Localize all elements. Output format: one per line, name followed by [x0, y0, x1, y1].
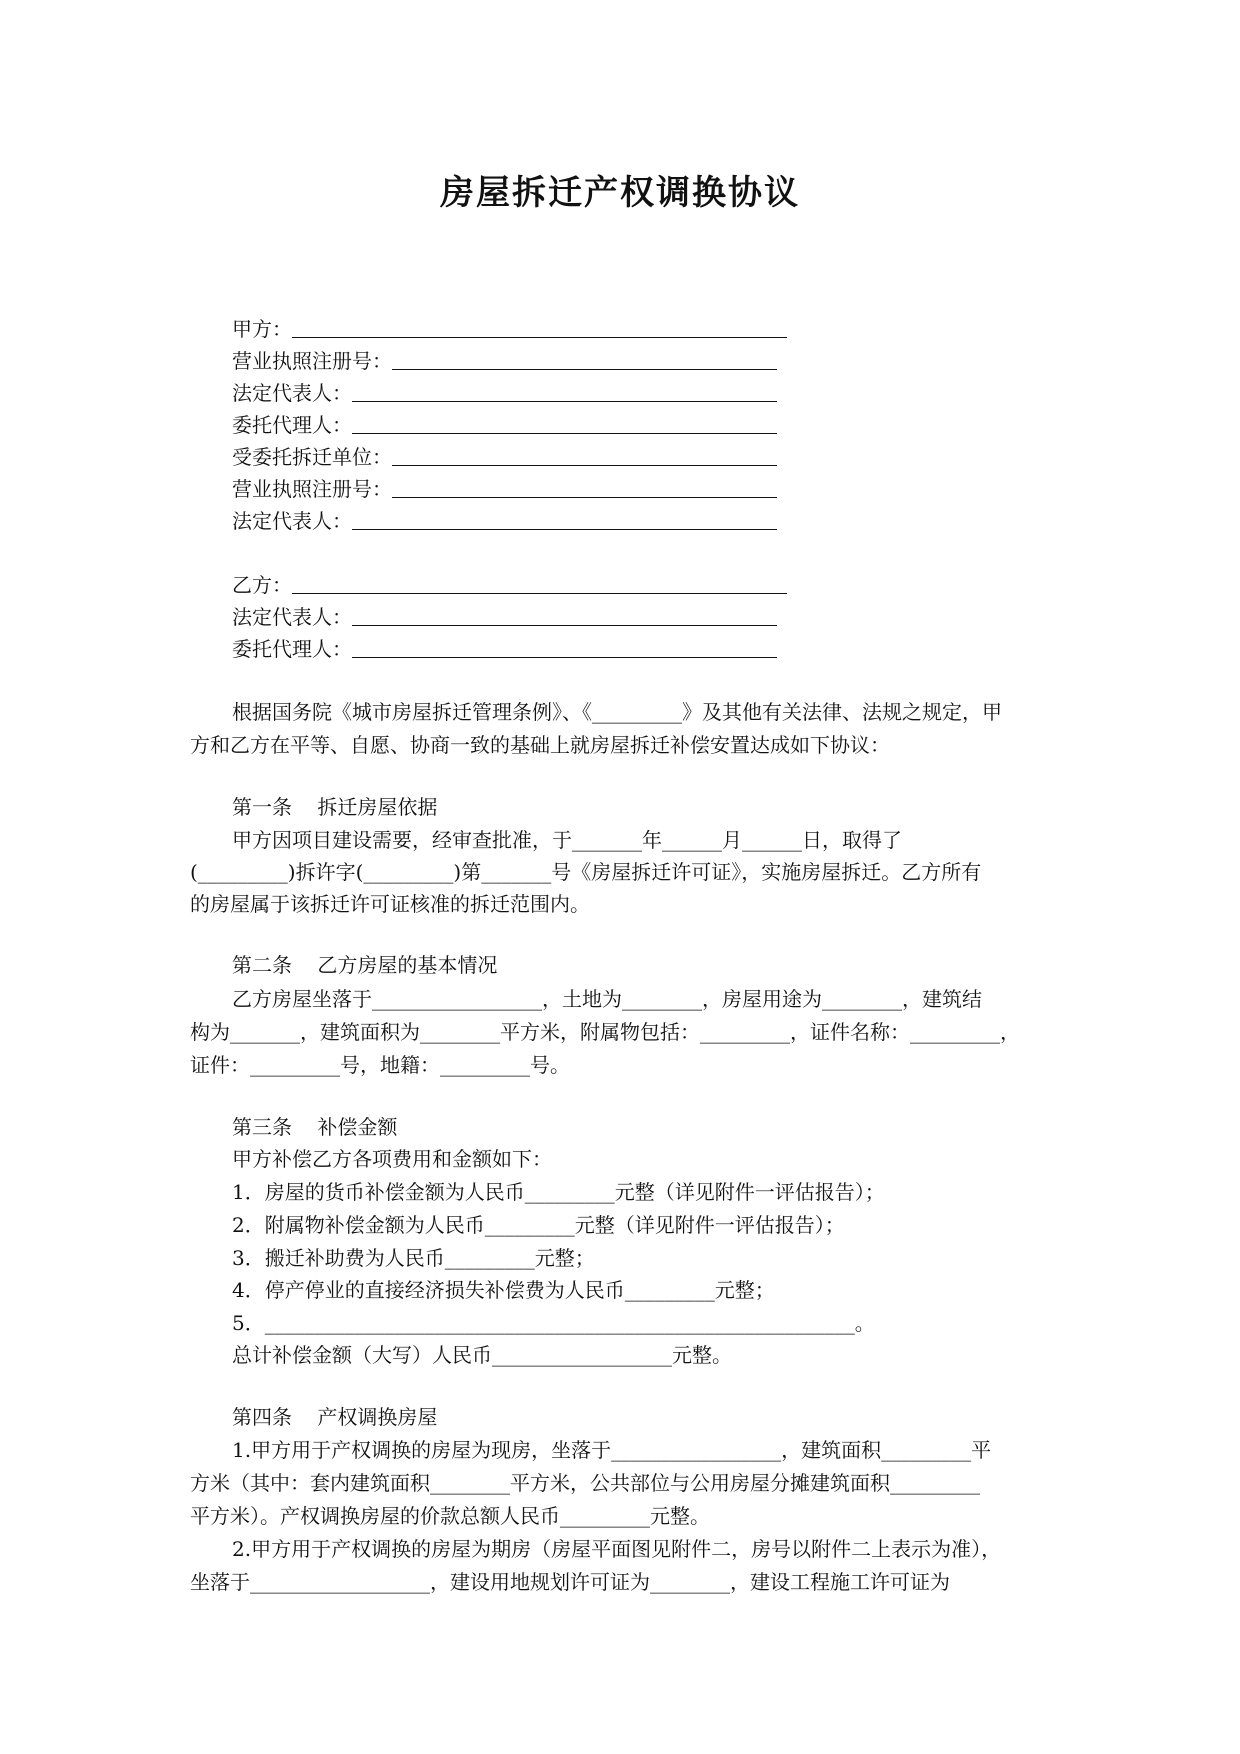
party-a-license-line — [232, 347, 777, 375]
entrusted-unit-blank[interactable] — [392, 443, 777, 466]
article-3-line: 2．附属物补偿金额为人民币_________元整（详见附件一评估报告）； — [232, 1213, 845, 1237]
article-2-heading: 第二条 乙方房屋的基本情况 — [232, 953, 498, 977]
entrusted-unit-label: 受委托拆迁单位： — [232, 445, 392, 469]
party-b-blank[interactable] — [292, 571, 787, 594]
article-1-heading: 第一条 拆迁房屋依据 — [232, 795, 438, 819]
entrusted-unit-license-blank[interactable] — [392, 475, 777, 498]
entrusted-unit-legal-rep-blank[interactable] — [352, 507, 777, 530]
article-4-line: 方米（其中：套内建筑面积________平方米，公共部位与公用房屋分摊建筑面积_________ — [190, 1471, 980, 1495]
article-3-line: 5．___________________________________________________________。 — [232, 1311, 875, 1335]
document-title: 房屋拆迁产权调换协议 — [440, 173, 800, 213]
article-4-line: 2.甲方用于产权调换的房屋为期房（房屋平面图见附件二，房号以附件二上表示为准）， — [232, 1537, 1002, 1561]
preamble-line: 根据国务院《城市房屋拆迁管理条例》、《_________》及其他有关法律、法规之规定，甲 — [232, 700, 1002, 724]
party-a-label: 甲方： — [232, 317, 292, 341]
party-a-license-blank[interactable] — [392, 347, 777, 370]
article-4-line: 平方米）。产权调换房屋的价款总额人民币_________元整。 — [190, 1504, 710, 1528]
party-b-label: 乙方： — [232, 573, 292, 597]
article-4-line: 1.甲方用于产权调换的房屋为现房，坐落于_________________，建筑面积_________平 — [232, 1438, 992, 1462]
entrusted-unit-line — [232, 443, 777, 471]
party-a-agent-line — [232, 411, 777, 439]
party-a-license-label: 营业执照注册号： — [232, 349, 392, 373]
party-a-agent-label: 委托代理人： — [232, 413, 352, 437]
article-3-line: 甲方补偿乙方各项费用和金额如下： — [232, 1147, 552, 1171]
article-3-line: 总计补偿金额（大写）人民币__________________元整。 — [232, 1343, 732, 1367]
entrusted-unit-license-line — [232, 475, 777, 503]
party-b-legal-rep-blank[interactable] — [352, 603, 777, 626]
article-2-line: 证件：_________号，地籍：_________号。 — [190, 1053, 570, 1077]
article-1-line: (_________)拆许字(_________)第_______号《房屋拆迁许可证》，实施房屋拆迁。乙方所有 — [190, 860, 982, 884]
party-b-legal-rep-label: 法定代表人： — [232, 605, 352, 629]
entrusted-unit-legal-rep-label: 法定代表人： — [232, 509, 352, 533]
party-b-agent-label: 委托代理人： — [232, 637, 352, 661]
party-a-legal-rep-label: 法定代表人： — [232, 381, 352, 405]
party-b-agent-blank[interactable] — [352, 635, 777, 658]
article-3-line: 4．停产停业的直接经济损失补偿费为人民币_________元整； — [232, 1278, 775, 1302]
article-3-heading: 第三条 补偿金额 — [232, 1115, 398, 1139]
article-2-line: 构为_______，建筑面积为________平方米，附属物包括：_________，证件名称：_________， — [190, 1020, 1020, 1044]
party-a-blank[interactable] — [292, 315, 787, 338]
party-a-legal-rep-blank[interactable] — [352, 379, 777, 402]
entrusted-unit-license-label: 营业执照注册号： — [232, 477, 392, 501]
article-1-line: 甲方因项目建设需要，经审查批准，于_______年______月______日，取得了 — [232, 828, 902, 852]
party-b-agent-line — [232, 635, 777, 663]
party-b-legal-rep-line — [232, 603, 777, 631]
party-a-legal-rep-line — [232, 379, 777, 407]
preamble-line: 方和乙方在平等、自愿、协商一致的基础上就房屋拆迁补偿安置达成如下协议： — [190, 733, 890, 757]
article-3-line: 3．搬迁补助费为人民币_________元整； — [232, 1246, 595, 1270]
article-2-line: 乙方房屋坐落于_________________，土地为________，房屋用途为________，建筑结 — [232, 987, 982, 1011]
entrusted-unit-legal-rep-line — [232, 507, 777, 535]
party-a-agent-blank[interactable] — [352, 411, 777, 434]
article-3-line: 1．房屋的货币补偿金额为人民币_________元整（详见附件一评估报告）； — [232, 1180, 885, 1204]
party-b-line — [232, 571, 787, 599]
article-4-heading: 第四条 产权调换房屋 — [232, 1405, 438, 1429]
article-1-line: 的房屋属于该拆迁许可证核准的拆迁范围内。 — [190, 892, 590, 916]
article-4-line: 坐落于__________________，建设用地规划许可证为________，建设工程施工许可证为 — [190, 1570, 950, 1594]
party-a-line — [232, 315, 787, 343]
